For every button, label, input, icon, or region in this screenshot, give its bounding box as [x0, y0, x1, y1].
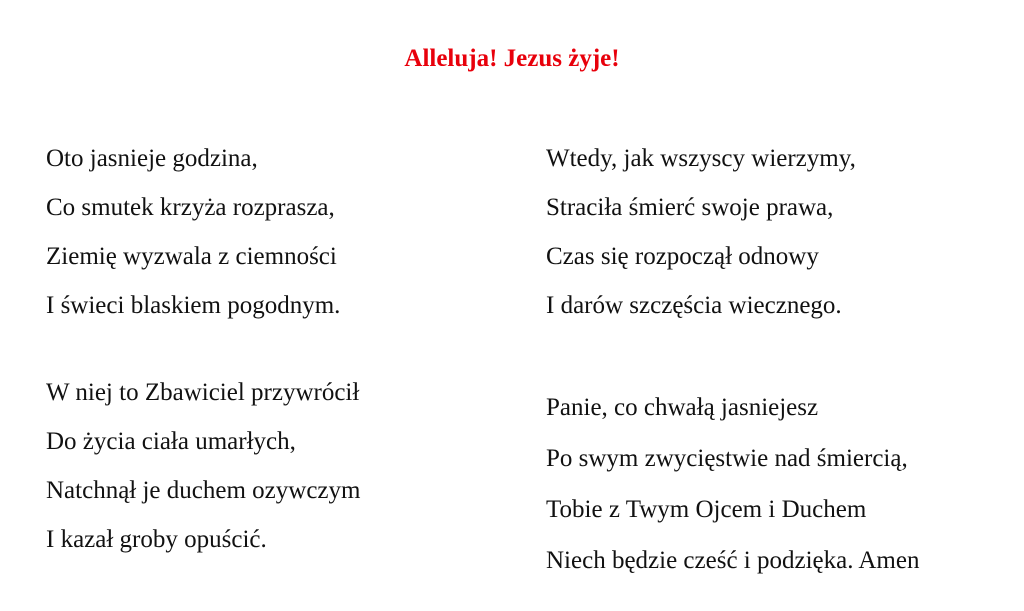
verse-line: Natchnął je duchem ozywczym — [46, 477, 361, 504]
verse-line: Czas się rozpoczął odnowy — [546, 243, 819, 270]
verse-line: Straciła śmierć swoje prawa, — [546, 194, 834, 221]
verse-line: I kazał groby opuścić. — [46, 526, 267, 553]
stanza-2 — [46, 368, 360, 564]
verse-line: Do życia ciała umarłych, — [46, 428, 296, 455]
stanza-4 — [546, 382, 919, 586]
stanza-3 — [546, 134, 856, 330]
verse-line: Oto jasnieje godzina, — [46, 145, 258, 172]
verse-line: Niech będzie cześć i podzięka. Amen — [546, 547, 920, 574]
verse-line: Tobie z Twym Ojcem i Duchem — [546, 496, 867, 523]
verse-line: Ziemię wyzwala z ciemności — [46, 243, 337, 270]
hymn-title: Alleluja! Jezus żyje! — [404, 45, 620, 72]
verse-line: Panie, co chwałą jasniejesz — [546, 394, 819, 421]
verse-line: W niej to Zbawiciel przywrócił — [46, 379, 360, 406]
stanza-1 — [46, 134, 340, 330]
verse-line: I świeci blaskiem pogodnym. — [46, 292, 341, 319]
verse-line: Wtedy, jak wszyscy wierzymy, — [546, 145, 856, 172]
verse-line: Po swym zwycięstwie nad śmiercią, — [546, 445, 908, 472]
verse-line: Co smutek krzyża rozprasza, — [46, 194, 335, 221]
verse-line: I darów szczęścia wiecznego. — [546, 292, 842, 319]
